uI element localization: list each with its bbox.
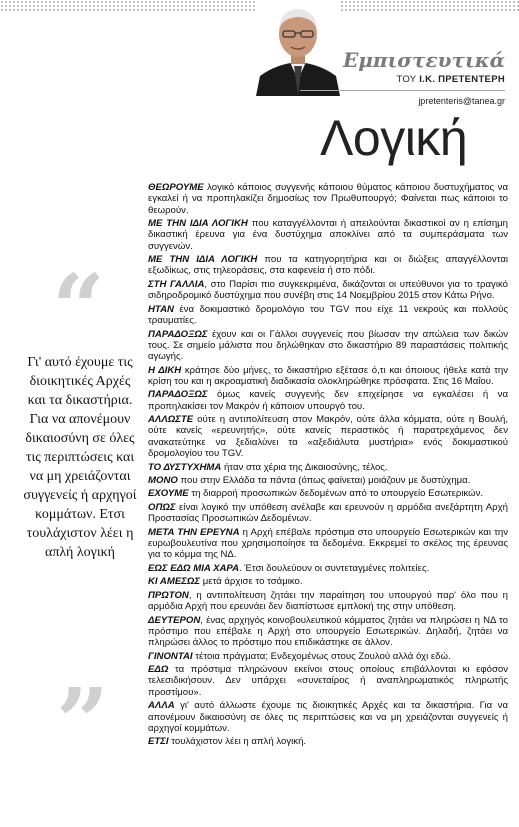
paragraph-text: όμως κανείς συγγενής δεν επιχείρησε να εγκαλέσει ή να προπηλακίσει τον Μακρόν ή κάποιον υπουργό του. <box>148 389 508 412</box>
article-paragraph <box>148 329 508 363</box>
paragraph-lead: ΔΕΥΤΕΡΟΝ <box>148 614 201 626</box>
article-paragraph <box>148 563 508 574</box>
article-paragraph <box>148 736 508 747</box>
article-paragraph <box>148 462 508 473</box>
article-paragraph <box>148 389 508 412</box>
paragraph-lead: ΜΕ ΤΗΝ ΙΔΙΑ ΛΟΓΙΚΗ <box>148 218 248 230</box>
open-quote-icon: “ <box>52 254 105 362</box>
article-paragraph <box>148 182 508 216</box>
paragraph-text: έχουν και οι Γάλλοι συγγενείς που βίωσαν την απώλεια των δικών τους. Σε σημείο μάλιστα που δηλώθηκαν στο δικαστήριο 89 παραστάσεις πολιτικής αγωγής. <box>148 328 509 363</box>
paragraph-text: ούτε η αντιπολίτευση στον Μακρόν, ούτε άλλα κόμματα, ούτε η Βουλή, ούτε κανείς «ερευνητής», ούτε κανείς περαστικός ή παρατρεχάμενος δεν ανακατεύτηκε να ξεδιαλύνει τα «αξεδιάλυτα μυστήρια» ενός δοκιμαστικού δρομολογίου του TGV. <box>148 414 508 460</box>
article-paragraph <box>148 502 508 525</box>
article-body <box>148 182 508 750</box>
paragraph-text: , η αντιπολίτευση ζητάει την παραίτηση του υπουργού παρ' όλο που η αρμόδια Αρχή που ερευνάει δεν διαπίστωσε εμπλοκή της στην υπόθεση. <box>148 589 508 613</box>
author-email[interactable]: jpretenteris@tanea.gr <box>418 96 505 106</box>
article-paragraph <box>148 527 508 561</box>
paragraph-text: λογικό κάποιος συγγενής κάποιου θύματος κάποιου δυστυχήματος να εγκαλεί ή να προπηλακίζει δημοσίως τον Πρωθυπουργό; Φαίνεται πως κάποιοι το θεωρούν. <box>148 182 508 216</box>
paragraph-text: ήταν στα χέρια της Δικαιοσύνης, τέλος. <box>223 461 388 473</box>
article-paragraph <box>148 254 508 277</box>
paragraph-lead: ΜΟΝΟ <box>148 475 178 486</box>
article-paragraph <box>148 304 508 327</box>
header-divider <box>300 90 505 91</box>
paragraph-lead: ΠΑΡΑΔΟΞΩΣ <box>148 389 208 401</box>
paragraph-lead: ΕΔΩ <box>148 664 169 676</box>
paragraph-lead: ΜΕΤΑ ΤΗΝ ΕΡΕΥΝΑ <box>148 526 240 538</box>
byline-prefix: ΤΟΥ <box>396 74 417 85</box>
paragraph-lead: ΠΑΡΑΔΟΞΩΣ <box>148 328 208 340</box>
paragraph-lead: ΗΤΑΝ <box>148 303 174 315</box>
paragraph-lead: ΜΕ ΤΗΝ ΙΔΙΑ ΛΟΓΙΚΗ <box>148 254 258 266</box>
paragraph-lead: ΕΧΟΥΜΕ <box>148 488 189 500</box>
byline <box>396 74 505 85</box>
article-paragraph <box>148 615 508 649</box>
paragraph-text: μετά άρχισε το τσάμικο. <box>202 576 303 588</box>
paragraph-text: που τα κατηγορητήρια και οι διώξεις απαγγέλλονται εξωδίκως, στις τηλεοράσεις, στα καφενεία ή στο πόδι. <box>148 254 508 277</box>
paragraph-text: τα πρόστιμα πληρώνουν εκείνοι στους οποίους επιβάλλονται κι εφόσον τελεσιδικήσουν. Δεν υπάρχει «συνεταίρος ή αναπληρωματικός πληρωτής προστίμου». <box>148 664 508 698</box>
byline-author: Ι.Κ. ΠΡΕΤΕΝΤΕΡΗ <box>419 74 505 85</box>
paragraph-text: κράτησε δύο μήνες, το δικαστήριο εξέτασε ό,τι και όποιους ήθελε κατά την κρίση του και η ακροαματική διαδικασία ολοκληρώθηκε πρόσφατα. Στις 16 Μαΐου. <box>148 364 508 387</box>
close-quote-icon: ” <box>56 668 109 776</box>
paragraph-lead: Η ΔΙΚΗ <box>148 364 182 376</box>
article-paragraph <box>148 414 508 459</box>
paragraph-lead: ΠΡΩΤΟΝ <box>148 589 189 601</box>
article-paragraph <box>148 488 508 499</box>
paragraph-lead: ΑΛΛΩΣΤΕ <box>148 414 194 426</box>
paragraph-lead: ΑΛΛΑ <box>148 700 175 712</box>
paragraph-text: τέτοια πράγματα; Ενδεχομένως στους Ζουλού αλλά όχι εδώ. <box>195 650 451 662</box>
paragraph-lead: ΟΠΩΣ <box>148 501 176 513</box>
article-paragraph <box>148 218 508 252</box>
paragraph-text: που καταγγέλλονται ή απειλούνται δικαστικοί αν η επίσημη δικαστική έρευνα για ένα δυστύχημα αποκλίνει από τα συμπεράσματα των συγγενών. <box>148 218 509 252</box>
paragraph-text: η Αρχή επέβαλε πρόστιμα στο υπουργείο Εσωτερικών και την ευρωβουλευτίνα που χρησιμοποίησε τα δεδομένα. Εκκρεμεί το σκέλος της έρευνας για το κόμμα της ΝΔ. <box>148 526 509 561</box>
article-paragraph <box>148 664 508 698</box>
article-paragraph <box>148 475 508 486</box>
paragraph-lead: ΕΩΣ ΕΔΩ ΜΙΑ ΧΑΡΑ <box>148 562 240 574</box>
paragraph-text: . Έτσι δουλεύουν οι συντεταγμένες πολιτείες. <box>239 562 430 574</box>
paragraph-lead: ΣΤΗ ΓΑΛΛΙΑ <box>148 278 205 290</box>
paragraph-lead: ΚΙ ΑΜΕΣΩΣ <box>148 576 201 588</box>
author-portrait-icon <box>256 0 340 96</box>
paragraph-lead: ΓΙΝΟΝΤΑΙ <box>148 650 193 662</box>
paragraph-text: είναι λογικό την υπόθεση ανέλαβε και ερευνούν η αρμόδια ανεξάρτητη Αρχή Προστασίας Προσωπικών Δεδομένων. <box>148 501 509 525</box>
article-paragraph <box>148 700 508 734</box>
article-paragraph <box>148 365 508 388</box>
article-paragraph <box>148 279 508 302</box>
paragraph-text: ένα δοκιμαστικό δρομολόγιο του TGV που είχε 11 νεκρούς και πολλούς τραυματίες. <box>148 303 508 327</box>
paragraph-text: που στην Ελλάδα τα πάντα (όπως φαίνεται) μοιάζουν με δυστύχημα. <box>180 475 471 486</box>
paragraph-lead: ΘΕΩΡΟΥΜΕ <box>148 182 204 193</box>
article-paragraph <box>148 590 508 613</box>
paragraph-text: , στο Παρίσι πιο συγκεκριμένα, δικάζονται οι υπεύθυνοι για το τραγικό σιδηροδρομικό δυστύχημα που συνέβη στις 14 Νοεμβρίου 2015 στον Κάτω Ρήνο. <box>148 278 508 302</box>
paragraph-lead: ΕΤΣΙ <box>148 736 169 748</box>
paragraph-text: τη διαρροή προσωπικών δεδομένων από το υπουργείο Εσωτερικών. <box>191 488 484 500</box>
article-headline: Λογική <box>320 110 468 166</box>
paragraph-text: γι' αυτό άλλωστε έχουμε τις διοικητικές Αρχές και τα δικαστήρια. Για να απονέμουν δικαιοσύνη σε όλες τις περιπτώσεις και να μη χρειάζονται συγγενείς ή αρχηγοί κομμάτων. <box>148 700 509 734</box>
article-paragraph <box>148 576 508 587</box>
paragraph-text: τουλάχιστον λέει η απλή λογική. <box>171 736 307 748</box>
paragraph-text: , ένας αρχηγός κοινοβουλευτικού κόμματος ζητάει να πληρώσει η ΝΔ το πρόστιμο που επέβαλε η Αρχή στο υπουργείο Εσωτερικών. Δηλαδή, ζητάει να πληρώσει άλλος το πρόστιμο που επιδικάστηκε σε άλλον. <box>148 614 508 649</box>
paragraph-lead: ΤΟ ΔΥΣΤΥΧΗΜΑ <box>148 461 222 473</box>
article-paragraph <box>148 651 508 662</box>
author-photo <box>256 0 340 96</box>
pull-quote: Γι' αυτό έχουμε τις διοικητικές Αρχές και τα δικαστήρια. Για να απονέμουν δικαιοσύνη σε όλες τις περιπτώσεις και να μη χρειάζονται συγγενείς ή αρχηγοί κομμάτων. Ετσι τουλάχιστον λέει η απλή λογική <box>23 355 137 560</box>
column-title: Εμπιστευτικά <box>343 48 505 72</box>
